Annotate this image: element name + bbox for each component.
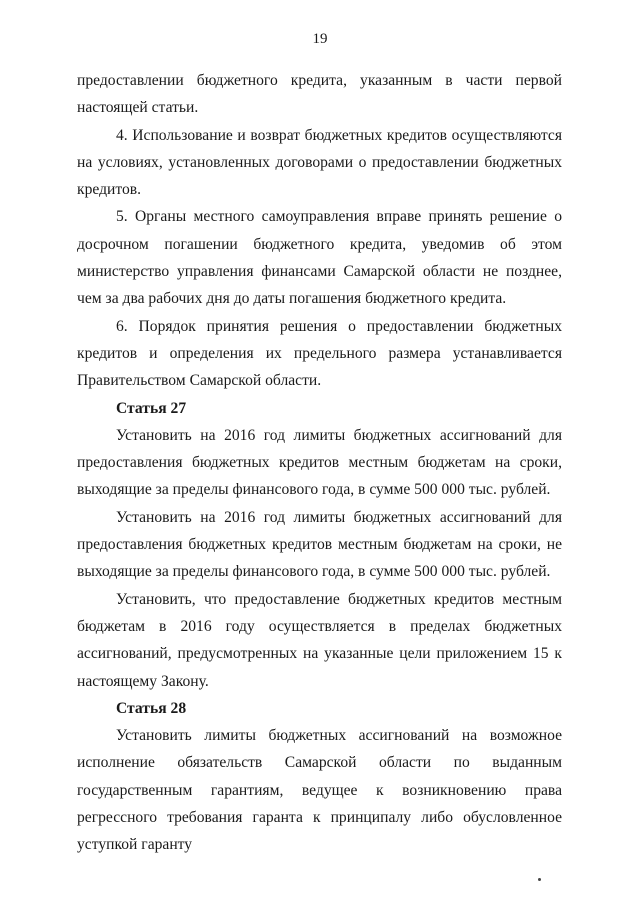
article-28-paragraph-1: Установить лимиты бюджетных ассигнований на возможное исполнение обязательств Самарской области по выданным государственным гарантиям, ведущее к возникновению права регрессного требования гаранта к принципалу либо обусловленное уступкой гаранту [77, 727, 562, 854]
scan-speck [538, 878, 541, 881]
document-body [77, 67, 562, 859]
page-number: 19 [312, 31, 328, 47]
article-27-heading: Статья 27 [116, 399, 187, 417]
article-27-paragraph-2: Установить на 2016 год лимиты бюджетных ассигнований для предоставления бюджетных кредитов местным бюджетам на сроки, не выходящие за пределы финансового года, в сумме 500 000 тыс. рублей. [77, 508, 562, 581]
paragraph-continuation: предоставлении бюджетного кредита, указанным в части первой настоящей статьи. [77, 72, 562, 117]
paragraph-item-6: 6. Порядок принятия решения о предоставлении бюджетных кредитов и определения их предельного размера устанавливается Правительством Самарской области. [77, 317, 562, 390]
paragraph-item-4: 4. Использование и возврат бюджетных кредитов осуществляются на условиях, установленных договорами о предоставлении бюджетных кредитов. [77, 126, 562, 199]
article-27-paragraph-1: Установить на 2016 год лимиты бюджетных ассигнований для предоставления бюджетных кредитов местным бюджетам на сроки, выходящие за пределы финансового года, в сумме 500 000 тыс. рублей. [77, 426, 562, 499]
article-27-paragraph-3: Установить, что предоставление бюджетных кредитов местным бюджетам в 2016 году осуществляется в пределах бюджетных ассигнований, предусмотренных на указанные цели приложением 15 к настоящему Закону. [77, 590, 562, 690]
article-28-heading: Статья 28 [116, 699, 187, 717]
paragraph-item-5: 5. Органы местного самоуправления вправе принять решение о досрочном погашении бюджетного кредита, уведомив об этом министерство управления финансами Самарской области не позднее, чем за два рабочих дня до даты погашения бюджетного кредита. [77, 208, 562, 308]
